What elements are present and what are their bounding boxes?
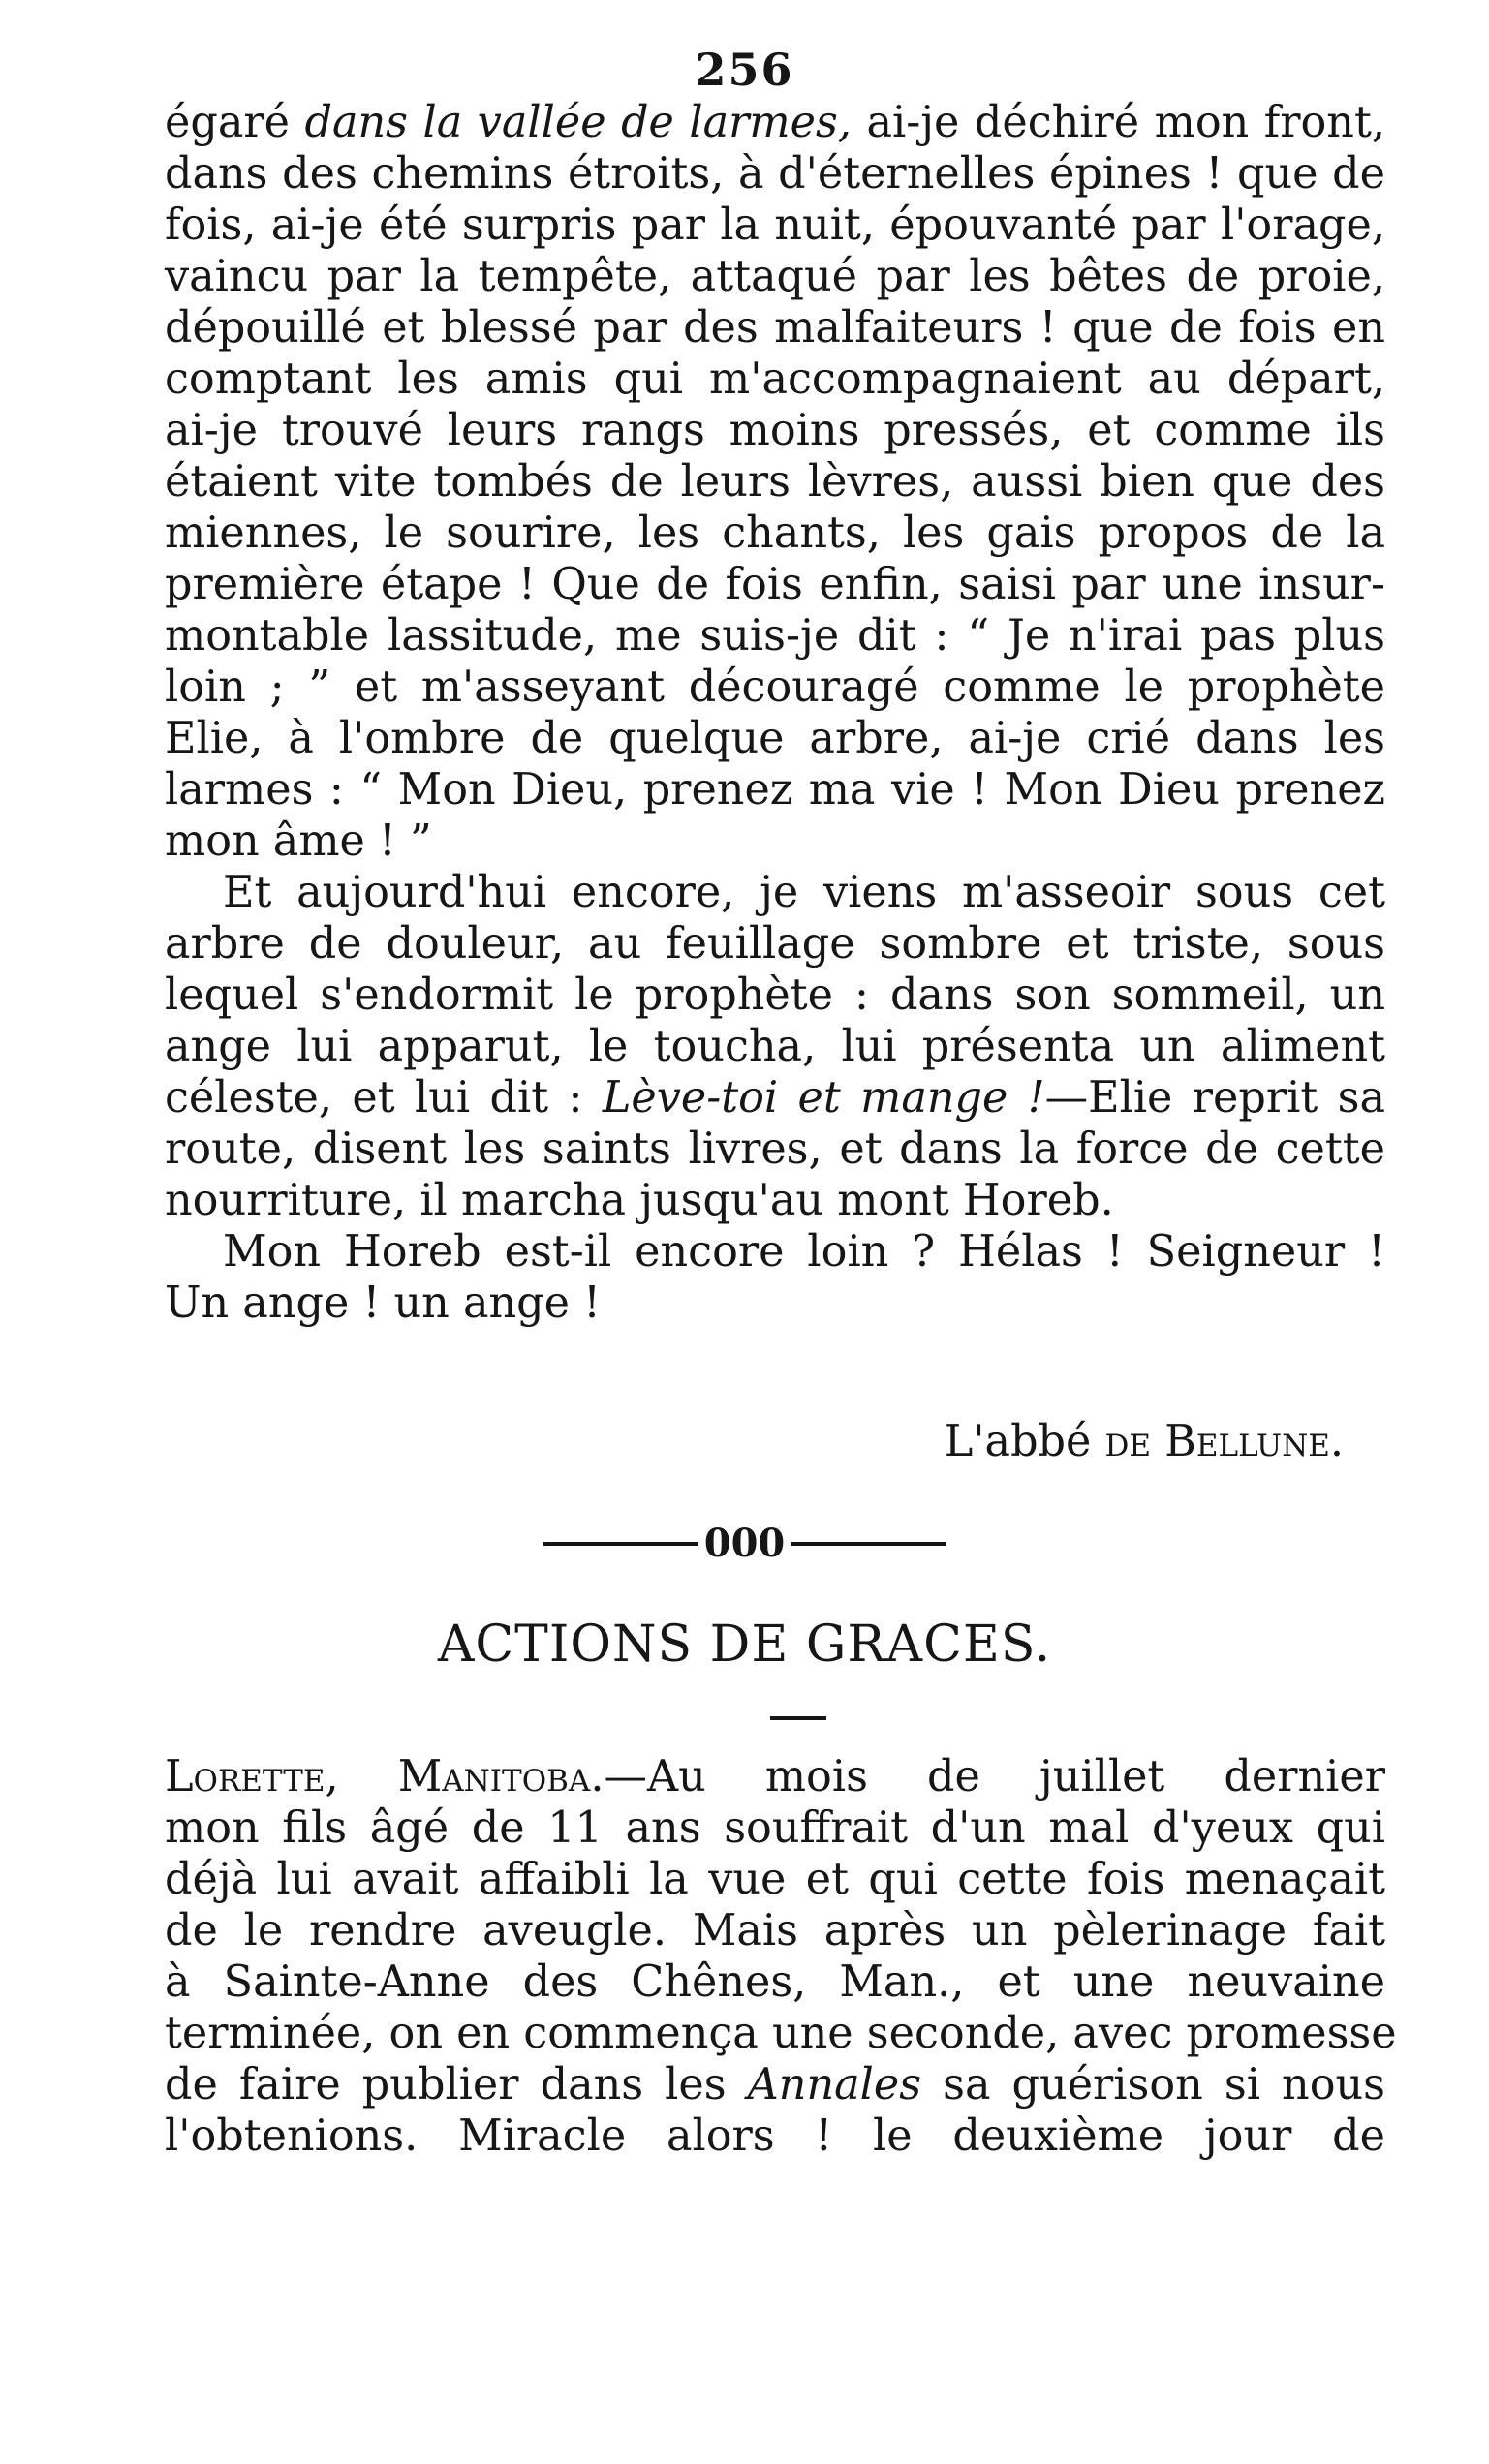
italic-phrase: dans la vallée de larmes, bbox=[304, 98, 852, 147]
text-run: l'obtenions. Miracle alors ! le deuxième jour de bbox=[165, 2111, 1385, 2161]
text-line bbox=[165, 148, 1385, 200]
text-run: Un ange ! un ange ! bbox=[165, 1278, 601, 1328]
text-run: ai-je déchiré mon front, bbox=[851, 98, 1385, 147]
text-run: terminée, on en commença une seconde, avec promesse bbox=[165, 2009, 1397, 2058]
text-run: déjà lui avait affaibli la vue et qui cette fois menaçait bbox=[165, 1855, 1385, 1904]
text-line bbox=[165, 970, 1385, 1021]
text-line bbox=[165, 1226, 1385, 1278]
text-run: Elie, à l'ombre de quelque arbre, ai-je crié dans les bbox=[165, 714, 1385, 763]
text-run: Mon Horeb est-il encore loin ? Hélas ! Seigneur ! bbox=[223, 1227, 1385, 1277]
text-run: égaré bbox=[165, 98, 305, 147]
text-run: comptant les amis qui m'accompagnaient au départ, bbox=[165, 354, 1385, 404]
text-run: vaincu par la tempête, attaqué par les bêtes de proie, bbox=[165, 252, 1385, 301]
text-line bbox=[165, 1021, 1385, 1072]
text-run: arbre de douleur, au feuillage sombre et triste, sous bbox=[165, 919, 1385, 969]
text-line bbox=[165, 1802, 1385, 1854]
text-line bbox=[165, 918, 1385, 970]
text-line bbox=[165, 200, 1385, 251]
text-run: —Elie reprit sa bbox=[1044, 1073, 1385, 1123]
text-line bbox=[165, 1072, 1385, 1124]
text-line bbox=[165, 2110, 1385, 2162]
signature-name: de Bellune. bbox=[1104, 1417, 1344, 1466]
text-line bbox=[165, 302, 1385, 354]
text-run: dépouillé et blessé par des malfaiteurs ! que de fois en bbox=[165, 303, 1385, 353]
text-run: de le rendre aveugle. Mais après un pèlerinage fait bbox=[165, 1906, 1385, 1956]
text-line bbox=[165, 1751, 1385, 1802]
text-run: mon âme ! ” bbox=[165, 816, 432, 866]
text-line bbox=[165, 867, 1385, 918]
author-signature bbox=[945, 1416, 1344, 1467]
text-run: montable lassitude, me suis-je dit : “ Je n'irai pas plus bbox=[165, 611, 1385, 661]
text-line bbox=[165, 662, 1385, 713]
section-separator bbox=[0, 1521, 1489, 1566]
text-line bbox=[165, 1905, 1385, 1956]
text-run: ai-je trouvé leurs rangs moins pressés, et comme ils bbox=[165, 406, 1385, 455]
text-run: nourriture, il marcha jusqu'au mont Horeb. bbox=[165, 1176, 1114, 1225]
text-line bbox=[165, 559, 1385, 610]
text-run: dans des chemins étroits, à d'éternelles épines ! que de bbox=[165, 149, 1385, 199]
signature-prefix: L'abbé bbox=[944, 1417, 1105, 1466]
text-line bbox=[165, 508, 1385, 559]
text-run: —Au mois de juillet dernier bbox=[604, 1752, 1385, 1802]
text-line bbox=[165, 1854, 1385, 1905]
text-line bbox=[165, 764, 1385, 816]
text-run: larmes : “ Mon Dieu, prenez ma vie ! Mon Dieu prenez bbox=[165, 765, 1385, 815]
text-line bbox=[165, 251, 1385, 302]
text-run: étaient vite tombés de leurs lèvres, aussi bien que des bbox=[165, 457, 1385, 507]
separator-rule-right bbox=[791, 1542, 946, 1546]
italic-phrase: Annales bbox=[747, 2060, 922, 2110]
text-run: loin ; ” et m'asseyant découragé comme le prophète bbox=[165, 662, 1385, 712]
body-text-thanksgiving bbox=[165, 1751, 1397, 2162]
italic-phrase: Lève-toi et mange ! bbox=[602, 1073, 1045, 1123]
text-run: miennes, le sourire, les chants, les gais propos de la bbox=[165, 508, 1385, 558]
text-run: lequel s'endormit le prophète : dans son sommeil, un bbox=[165, 970, 1385, 1020]
text-run: ange lui apparut, le toucha, lui présenta un aliment bbox=[165, 1022, 1385, 1071]
text-run: céleste, et lui dit : bbox=[165, 1073, 603, 1123]
text-run: à Sainte-Anne des Chênes, Man., et une neuvaine bbox=[165, 1957, 1385, 2007]
text-line bbox=[165, 456, 1385, 508]
page-number: 256 bbox=[695, 44, 794, 96]
body-text-meditation bbox=[165, 97, 1385, 1329]
text-line bbox=[165, 816, 1385, 867]
text-run: sa guérison si nous bbox=[921, 2060, 1385, 2110]
section-title: ACTIONS DE GRACES. bbox=[437, 1616, 1052, 1674]
separator-rule-left bbox=[543, 1542, 698, 1546]
text-run: première étape ! Que de fois enfin, saisi par une insur- bbox=[165, 560, 1385, 609]
text-run: route, disent les saints livres, et dans la force de cette bbox=[165, 1124, 1385, 1174]
text-line bbox=[165, 2059, 1385, 2110]
title-underline-rule bbox=[770, 1716, 826, 1720]
text-line bbox=[165, 1175, 1385, 1226]
text-line bbox=[165, 354, 1385, 405]
text-line bbox=[165, 713, 1385, 764]
text-line bbox=[165, 97, 1385, 148]
text-run: mon fils âgé de 11 ans souffrait d'un mal d'yeux qui bbox=[165, 1803, 1385, 1853]
text-line bbox=[165, 610, 1385, 662]
text-line bbox=[165, 405, 1385, 456]
text-run: de faire publier dans les bbox=[165, 2060, 748, 2110]
separator-mark: 000 bbox=[703, 1521, 786, 1566]
place-name: Lorette, Manitoba. bbox=[165, 1752, 605, 1802]
text-line bbox=[165, 2008, 1397, 2059]
text-line bbox=[165, 1956, 1385, 2008]
text-run: Et aujourd'hui encore, je viens m'asseoir sous cet bbox=[223, 868, 1385, 917]
text-line bbox=[165, 1124, 1385, 1175]
text-line bbox=[165, 1278, 1385, 1329]
text-run: fois, ai-je été surpris par la nuit, épouvanté par l'orage, bbox=[165, 200, 1385, 250]
